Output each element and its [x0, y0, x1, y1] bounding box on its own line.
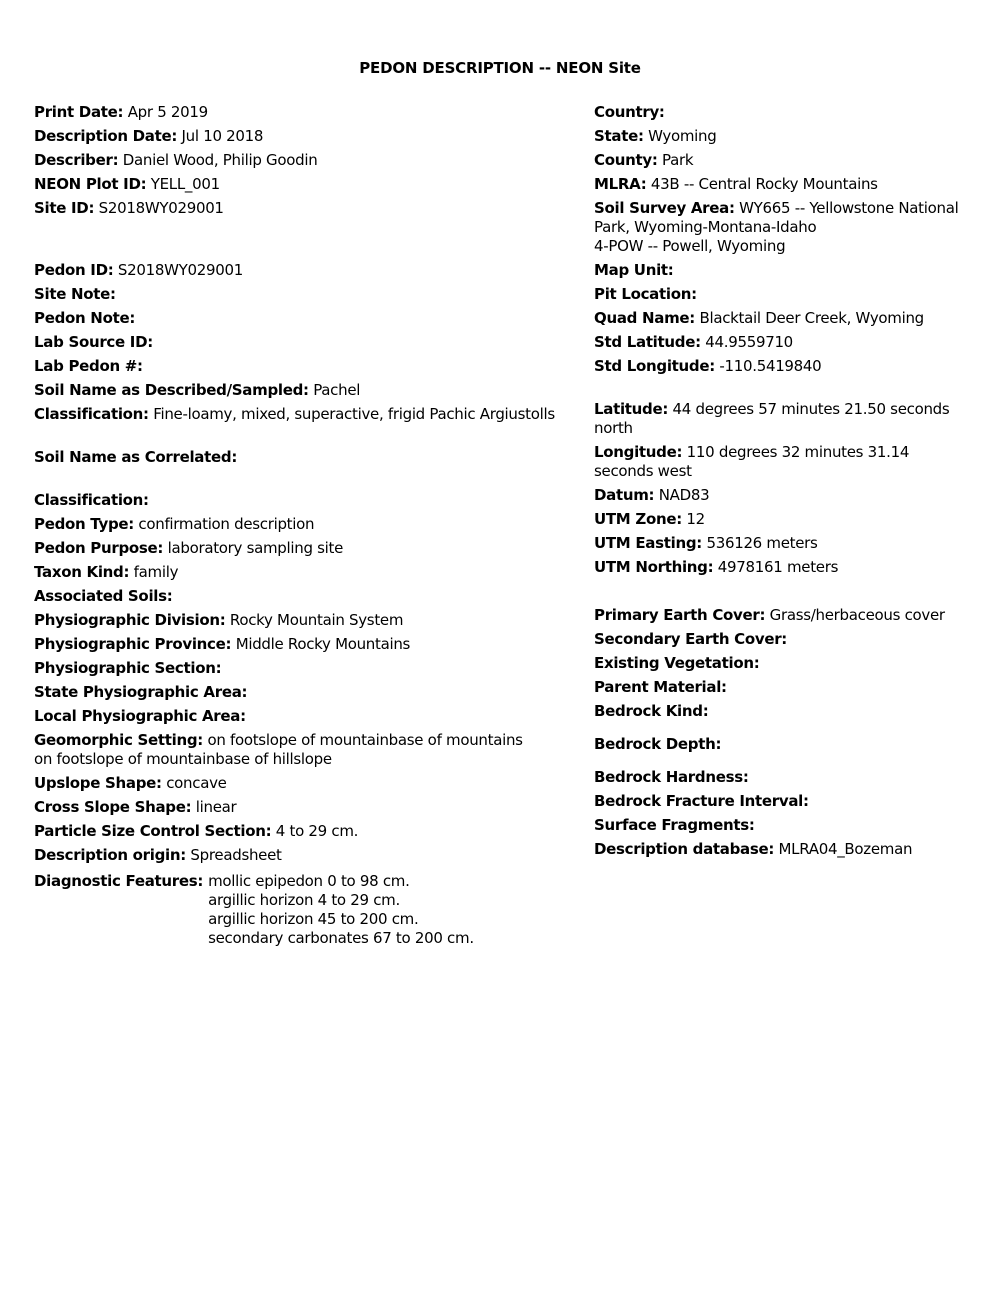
field-description-date: Description Date: Jul 10 2018 — [34, 127, 264, 145]
field-pedon-purpose: Pedon Purpose: laboratory sampling site — [34, 539, 344, 557]
field-physiographic-division: Physiographic Division: Rocky Mountain System — [34, 611, 404, 629]
field-utm-northing: UTM Northing: 4978161 meters — [594, 558, 839, 576]
field-lab-pedon-number: Lab Pedon #: — [34, 357, 143, 375]
field-primary-earth-cover: Primary Earth Cover: Grass/herbaceous cover — [594, 606, 945, 624]
field-surface-fragments: Surface Fragments: — [594, 816, 755, 834]
field-pit-location: Pit Location: — [594, 285, 697, 303]
field-associated-soils: Associated Soils: — [34, 587, 173, 605]
field-bedrock-depth: Bedrock Depth: — [594, 735, 722, 753]
field-bedrock-kind: Bedrock Kind: — [594, 702, 709, 720]
field-pedon-note: Pedon Note: — [34, 309, 136, 327]
field-description-database: Description database: MLRA04_Bozeman — [594, 840, 913, 858]
right-column — [594, 103, 974, 859]
field-print-date: Print Date: Apr 5 2019 — [34, 103, 208, 121]
field-parent-material: Parent Material: — [594, 678, 727, 696]
field-std-latitude: Std Latitude: 44.9559710 — [594, 333, 793, 351]
field-site-id: Site ID: S2018WY029001 — [34, 199, 224, 217]
field-geomorphic-setting: Geomorphic Setting: on footslope of mountainbase of mountains on footslope of mountainbase of hillslope — [34, 731, 523, 768]
field-country: Country: — [594, 103, 665, 121]
field-cross-slope-shape: Cross Slope Shape: linear — [34, 798, 237, 816]
field-description-origin: Description origin: Spreadsheet — [34, 846, 282, 864]
diagnostic-features-list: mollic epipedon 0 to 98 cm. argillic horizon 4 to 29 cm. argillic horizon 45 to 200 cm. secondary carbonates 67 to 200 cm. — [208, 872, 474, 947]
field-neon-plot-id: NEON Plot ID: YELL_001 — [34, 175, 220, 193]
field-mlra: MLRA: 43B -- Central Rocky Mountains — [594, 175, 878, 193]
field-longitude: Longitude: 110 degrees 32 minutes 31.14 seconds west — [594, 443, 910, 480]
field-upslope-shape: Upslope Shape: concave — [34, 774, 227, 792]
field-physiographic-section: Physiographic Section: — [34, 659, 222, 677]
field-classification-correlated: Classification: — [34, 491, 149, 509]
field-diagnostic-features: Diagnostic Features: mollic epipedon 0 to 98 cm. argillic horizon 4 to 29 cm. argillic horizon 45 to 200 cm. secondary carbonates 67 to 200 cm. — [34, 872, 474, 947]
field-county: County: Park — [594, 151, 694, 169]
field-local-physiographic-area: Local Physiographic Area: — [34, 707, 246, 725]
field-pedon-id: Pedon ID: S2018WY029001 — [34, 261, 243, 279]
field-pedon-type: Pedon Type: confirmation description — [34, 515, 315, 533]
field-describer: Describer: Daniel Wood, Philip Goodin — [34, 151, 318, 169]
field-existing-vegetation: Existing Vegetation: — [594, 654, 760, 672]
field-particle-size-control-section: Particle Size Control Section: 4 to 29 cm. — [34, 822, 359, 840]
field-utm-zone: UTM Zone: 12 — [594, 510, 705, 528]
field-soil-name-described: Soil Name as Described/Sampled: Pachel — [34, 381, 361, 399]
field-classification-described: Classification: Fine-loamy, mixed, superactive, frigid Pachic Argiustolls — [34, 405, 555, 423]
field-site-note: Site Note: — [34, 285, 116, 303]
field-soil-name-correlated: Soil Name as Correlated: — [34, 448, 238, 466]
field-quad-name: Quad Name: Blacktail Deer Creek, Wyoming — [594, 309, 924, 327]
field-std-longitude: Std Longitude: -110.5419840 — [594, 357, 822, 375]
field-soil-survey-area: Soil Survey Area: WY665 -- Yellowstone National Park, Wyoming-Montana-Idaho 4-POW -- Powell, Wyoming — [594, 199, 959, 255]
field-latitude: Latitude: 44 degrees 57 minutes 21.50 seconds north — [594, 400, 950, 437]
field-utm-easting: UTM Easting: 536126 meters — [594, 534, 818, 552]
field-lab-source-id: Lab Source ID: — [34, 333, 153, 351]
field-datum: Datum: NAD83 — [594, 486, 710, 504]
field-state-physiographic-area: State Physiographic Area: — [34, 683, 248, 701]
field-physiographic-province: Physiographic Province: Middle Rocky Mountains — [34, 635, 411, 653]
field-state: State: Wyoming — [594, 127, 717, 145]
field-map-unit: Map Unit: — [594, 261, 674, 279]
field-secondary-earth-cover: Secondary Earth Cover: — [594, 630, 788, 648]
left-column — [34, 103, 579, 948]
field-taxon-kind: Taxon Kind: family — [34, 563, 179, 581]
document-title: PEDON DESCRIPTION -- NEON Site — [359, 59, 641, 77]
field-bedrock-hardness: Bedrock Hardness: — [594, 768, 749, 786]
field-bedrock-fracture-interval: Bedrock Fracture Interval: — [594, 792, 809, 810]
